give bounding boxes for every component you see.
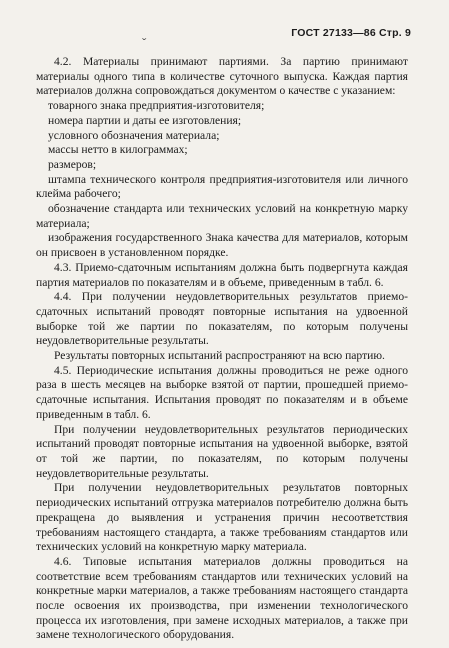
list-item-trademark: товарного знака предприятия-изготовителя; <box>48 99 265 113</box>
paragraph-4-5-repeat: При получении неудовлетворительных результатов периодических испытаний проводят повторные испытания на удвоенной выборке, взятой от той же партии, по показателям, по которым получены неудовлетворительные результаты. <box>36 422 408 480</box>
list-item-sizes: размеров; <box>48 157 97 171</box>
document-body <box>36 55 408 643</box>
list-item-designation: условного обозначения материала; <box>48 128 220 142</box>
paragraph-4-5-shipment: При получении неудовлетворительных результатов повторных периодических испытаний отгрузка материалов потребителю должна быть прекращена до выявления и устранения причин несоответствия требованиям настоящего стандарта, а также требованиям стандартов или технических условий на конкретную марку материала. <box>36 481 408 554</box>
paragraph-4-5: 4.5. Периодические испытания должны проводиться не реже одного раза в шесть месяцев на выборке взятой от партии, прошедшей приемо-сдаточные испытания. Испытания проводят по показателям и в объеме приведенным в табл. 6. <box>36 363 408 421</box>
handwritten-mark: ˬ <box>142 25 147 40</box>
list-item-standard: обозначение стандарта или технических условий на конкретную марку материала; <box>36 202 408 230</box>
list-item-batch-number: номера партии и даты ее изготовления; <box>48 113 242 127</box>
page-header: ГОСТ 27133—86 Стр. 9 <box>291 27 411 39</box>
paragraph-4-3: 4.3. Приемо-сдаточным испытаниям должна быть подвергнута каждая партия материалов по показателям и в объеме, приведенным в табл. 6. <box>36 260 408 289</box>
paragraph-4-2: 4.2. Материалы принимают партиями. За партию принимают материалы одного типа в количестве суточного выпуска. Каждая партия материалов должна сопровождаться документом о качестве с указанием: <box>36 55 408 98</box>
paragraph-4-4: 4.4. При получении неудовлетворительных результатов приемо-сдаточных испытаний проводят повторные испытания на удвоенной выборке той же партии по показателям, по которым получены неудовлетворительные результаты. <box>36 290 408 348</box>
paragraph-4-4-results: Результаты повторных испытаний распространяют на всю партию. <box>54 349 385 363</box>
list-item-quality-mark: изображения государственного Знака качества для материалов, которым он присвоен в установленном порядке. <box>36 231 408 260</box>
paragraph-4-6: 4.6. Типовые испытания материалов должны проводиться на соответствие всем требованиям стандартов или технических условий на конкретные марки материалов, а также требованиям настоящего стандарта после освоения их производства, при изменении технологического процесса их изготовления, при замене исходных материалов, а также при замене технологического оборудования. <box>36 554 408 642</box>
list-item-stamp: штампа технического контроля предприятия-изготовителя или личного клейма рабочего; <box>36 172 408 201</box>
list-item-net-mass: массы нетто в килограммах; <box>48 143 188 157</box>
